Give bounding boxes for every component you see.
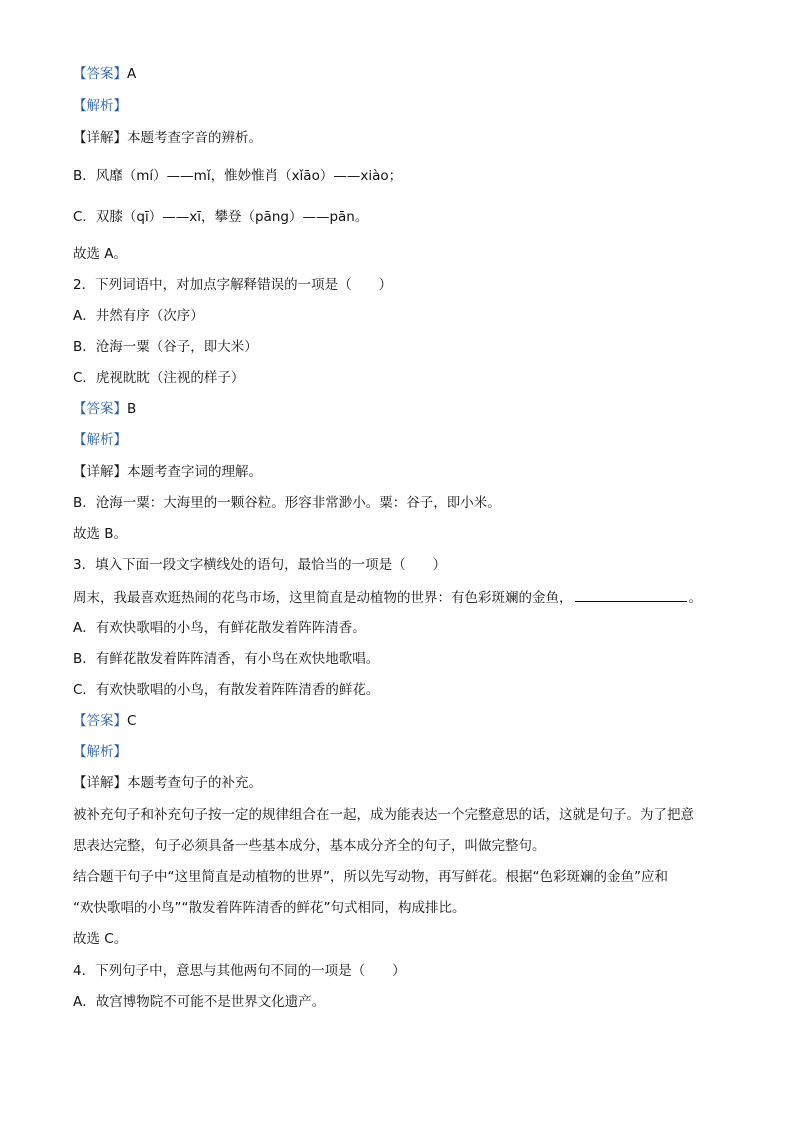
detail-tag: 【详解】 <box>73 464 127 480</box>
detail-text: 本题考查句子的补充。 <box>127 775 262 791</box>
answer-tag: 【答案】 <box>73 66 127 82</box>
detail-text: 本题考查字音的辨析。 <box>127 130 262 146</box>
detail-tag: 【详解】 <box>73 130 127 146</box>
q3-conclusion: 故选 C。 <box>73 931 128 947</box>
q1-explanation-b: B．风靡（mí）——mǐ，惟妙惟肖（xǐāo）——xiào； <box>73 168 403 184</box>
q1-answer-line <box>73 64 725 84</box>
answer-value: B <box>127 401 137 417</box>
q2-explanation: B．沧海一粟：大海里的一颗谷粒。形容非常渺小。粟：谷子，即小米。 <box>73 495 501 511</box>
answer-tag: 【答案】 <box>73 401 127 417</box>
q3-explanation-4: “欢快歌唱的小鸟”“散发着阵阵清香的鲜花”句式相同，构成排比。 <box>73 900 466 916</box>
q2-answer-line <box>73 399 725 419</box>
q2-option-b: B．沧海一粟（谷子，即大米） <box>73 339 258 355</box>
q1-conclusion: 故选 A。 <box>73 246 128 262</box>
q1-analysis-line <box>73 96 725 116</box>
q3-analysis-line <box>73 742 725 762</box>
q1-detail-line <box>73 128 725 148</box>
q3-passage-text: 周末，我最喜欢逛热闹的花鸟市场，这里简直是动植物的世界：有色彩斑斓的金鱼， <box>73 590 573 606</box>
q3-option-b: B．有鲜花散发着阵阵清香，有小鸟在欢快地歌唱。 <box>73 651 380 667</box>
q3-answer-line <box>73 711 725 731</box>
detail-text: 本题考查字词的理解。 <box>127 464 262 480</box>
answer-tag: 【答案】 <box>73 713 127 729</box>
q3-explanation-2: 思表达完整，句子必须具备一些基本成分，基本成分齐全的句子，叫做完整句。 <box>73 838 546 854</box>
q3-detail-line <box>73 773 725 793</box>
q3-explanation-1: 被补充句子和补充句子按一定的规律组合在一起，成为能表达一个完整意思的话，这就是句子。为了把意 <box>73 807 694 823</box>
detail-tag: 【详解】 <box>73 775 127 791</box>
q2-detail-line <box>73 462 725 482</box>
q2-option-c: C．虎视眈眈（注视的样子） <box>73 370 245 386</box>
analysis-tag: 【解析】 <box>73 432 127 448</box>
q3-passage-end: 。 <box>688 590 702 606</box>
q2-conclusion: 故选 B。 <box>73 526 128 542</box>
q3-option-c: C．有欢快歌唱的小鸟，有散发着阵阵清香的鲜花。 <box>73 682 380 698</box>
q3-option-a: A．有欢快歌唱的小鸟，有鲜花散发着阵阵清香。 <box>73 620 366 636</box>
q2-analysis-line <box>73 430 725 450</box>
analysis-tag: 【解析】 <box>73 98 127 114</box>
analysis-tag: 【解析】 <box>73 744 127 760</box>
q3-stem: 3．填入下面一段文字横线处的语句，最恰当的一项是（ ） <box>73 557 447 573</box>
q2-stem: 2．下列词语中，对加点字解释错误的一项是（ ） <box>73 277 393 293</box>
fill-in-blank <box>575 587 687 602</box>
answer-value: A <box>127 66 137 82</box>
q3-passage <box>73 587 725 608</box>
q1-explanation-c: C．双膝（qī）——xī，攀登（pāng）——pān。 <box>73 209 369 225</box>
q2-option-a: A．井然有序（次序） <box>73 308 204 324</box>
answer-value: C <box>127 713 137 729</box>
q4-option-a: A．故宫博物院不可能不是世界文化遗产。 <box>73 994 326 1010</box>
q3-explanation-3: 结合题干句子中“这里简直是动植物的世界”，所以先写动物，再写鲜花。根据“色彩斑斓的金鱼”应和 <box>73 869 668 885</box>
q4-stem: 4．下列句子中，意思与其他两句不同的一项是（ ） <box>73 963 406 979</box>
